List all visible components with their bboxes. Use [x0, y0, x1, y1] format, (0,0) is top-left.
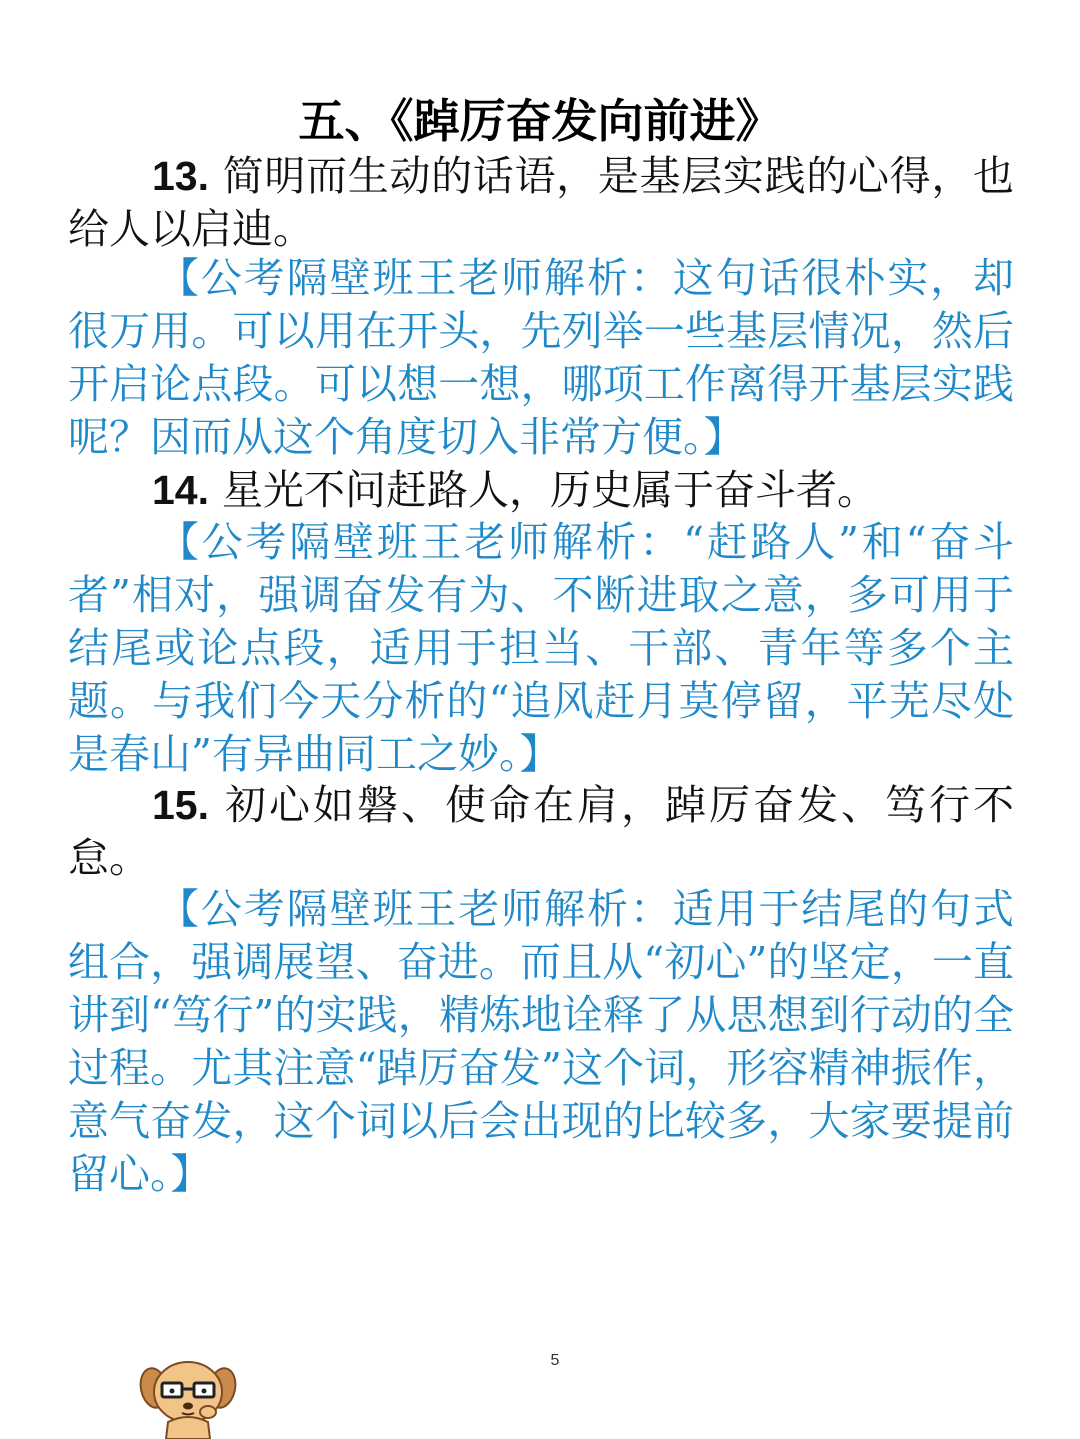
analysis-13: 【公考隔壁班王老师解析：这句话很朴实，却很万用。可以用在开头，先列举一些基层情况，然后开启论点段。可以想一想，哪项工作离得开基层实践呢？因而从这个角度切入非常方便。】	[68, 254, 1014, 461]
item-number: 15.	[152, 782, 209, 828]
item-text: 简明而生动的话语，是基层实践的心得，也给人以启迪。	[68, 152, 1014, 253]
cartoon-dog-with-glasses-icon	[138, 1350, 238, 1439]
item-number: 13.	[152, 153, 209, 199]
page-title: 五、《踔厉奋发向前进》	[298, 94, 782, 148]
item-13	[68, 150, 1014, 256]
item-text: 星光不问赶路人，历史属于奋斗者。	[209, 466, 879, 514]
item-text: 初心如磐、使命在肩，踔厉奋发、笃行不怠。	[68, 781, 1014, 882]
item-14	[68, 464, 1014, 517]
page-number: 5	[550, 1352, 560, 1369]
analysis-15: 【公考隔壁班王老师解析：适用于结尾的句式组合，强调展望、奋进。而且从“初心”的坚定，一直讲到“笃行”的实践，精炼地诠释了从思想到行动的全过程。尤其注意“踔厉奋发”这个词，形容精神振作，意气奋发，这个词以后会出现的比较多，大家要提前留心。】	[68, 885, 1014, 1198]
item-number: 14.	[152, 467, 209, 513]
item-15	[68, 779, 1014, 885]
analysis-14: 【公考隔壁班王老师解析：“赶路人”和“奋斗者”相对，强调奋发有为、不断进取之意，多可用于结尾或论点段，适用于担当、干部、青年等多个主题。与我们今天分析的“追风赶月莫停留，平芜尽处是春山”有异曲同工之妙。】	[68, 518, 1014, 778]
